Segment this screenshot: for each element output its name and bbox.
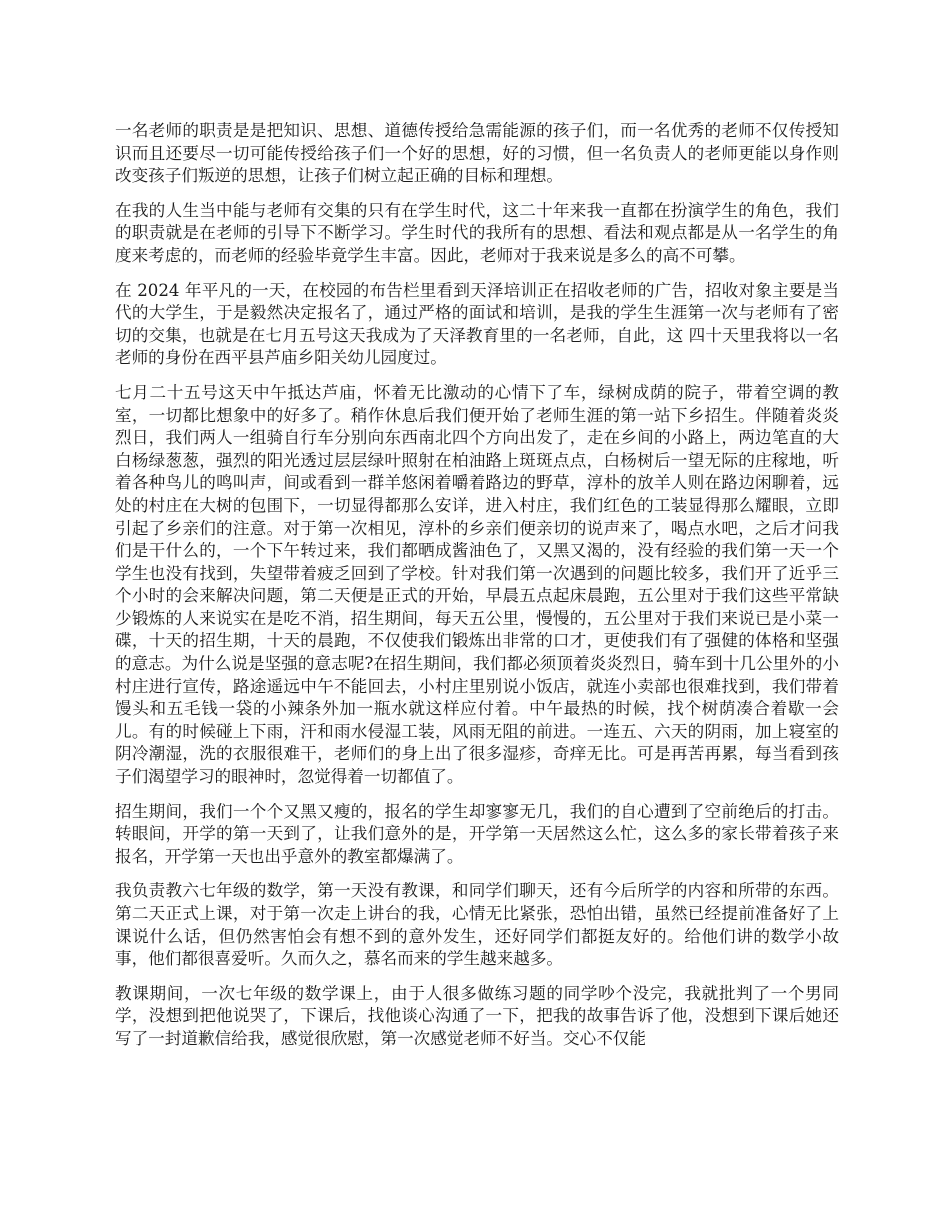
paragraph-1: 一名老师的职责是是把知识、思想、道德传授给急需能源的孩子们，而一名优秀的老师不仅传授知识而且还要尽一切可能传授给孩子们一个好的思想，好的习惯，但一名负责人的老师更能以身作则改变孩子们叛逆的思想，让孩子们树立起正确的目标和理想。	[115, 121, 839, 186]
document-body	[115, 120, 839, 1063]
paragraph-3: 在 2024 年平凡的一天，在校园的布告栏里看到天泽培训正在招收老师的广告，招收对象主要是当代的大学生，于是毅然决定报名了，通过严格的面试和培训，是我的学生生涯第一次与老师有了密切的交集，也就是在七月五号这天我成为了天泽教育里的一名老师，自此，这 四十天里我将以一名老师的身份在西平县芦庙乡阳关幼儿园度过。	[115, 280, 839, 368]
paragraph-4: 七月二十五号这天中午抵达芦庙，怀着无比激动的心情下了车，绿树成荫的院子，带着空调的教室，一切都比想象中的好多了。稍作休息后我们便开始了老师生涯的第一站下乡招生。伴随着炎炎烈日，我们两人一组骑自行车分别向东西南北四个方向出发了，走在乡间的小路上，两边笔直的大白杨绿葱葱，强烈的阳光透过层层绿叶照射在柏油路上斑斑点点，白杨树后一望无际的庄稼地，听着各种鸟儿的鸣叫声，间或看到一群羊悠闲着嚼着路边的野草，淳朴的放羊人则在路边闲聊着，远处的村庄在大树的包围下，一切显得都那么安详，进入村庄，我们红色的工装显得那么耀眼，立即引起了乡亲们的注意。对于第一次相见，淳朴的乡亲们便亲切的说声来了，喝点水吧，之后才问我们是干什么的，一个下午转过来，我们都晒成酱油色了，又黑又渴的，没有经验的我们第一天一个学生也没有找到，失望带着疲乏回到了学校。针对我们第一次遇到的问题比较多，我们开了近乎三个小时的会来解决问题，第二天便是正式的开始，早晨五点起床晨跑，五公里对于我们这些平常缺少锻炼的人来说实在是吃不消，招生期间，每天五公里，慢慢的，五公里对于我们来说已是小菜一碟，十天的招生期，十天的晨跑，不仅使我们锻炼出非常的口才，更使我们有了强健的体格和坚强的意志。为什么说是坚强的意志呢?在招生期间，我们都必须顶着炎炎烈日，骑车到十几公里外的小村庄进行宣传，路途遥远中午不能回去，小村庄里别说小饭店，就连小卖部也很难找到，我们带着馒头和五毛钱一袋的小辣条外加一瓶水就这样应付着。中午最热的时候，找个树荫凑合着歇一会儿。有的时候碰上下雨，汗和雨水侵湿工装，风雨无阻的前进。一连五、六天的阴雨，加上寝室的阴冷潮湿，洗的衣服很难干，老师们的身上出了很多湿疹，奇痒无比。可是再苦再累，每当看到孩子们渴望学习的眼神时，忽觉得着一切都值了。	[115, 382, 839, 787]
paragraph-7: 教课期间，一次七年级的数学课上，由于人很多做练习题的同学吵个没完，我就批判了一个男同学，没想到把他说哭了，下课后，找他谈心沟通了一下，把我的故事告诉了他，没想到下课后她还写了一封道歉信给我，感觉很欣慰，第一次感觉老师不好当。交心不仅能	[115, 983, 839, 1048]
paragraph-5: 招生期间，我们一个个又黑又瘦的，报名的学生却寥寥无几，我们的自心遭到了空前绝后的打击。转眼间，开学的第一天到了，让我们意外的是，开学第一天居然这么忙，这么多的家长带着孩子来报名，开学第一天也出乎意外的教室都爆满了。	[115, 801, 839, 866]
paragraph-2: 在我的人生当中能与老师有交集的只有在学生时代，这二十年来我一直都在扮演学生的角色，我们的职责就是在老师的引导下不断学习。学生时代的我所有的思想、看法和观点都是从一名学生的角度来考虑的，而老师的经验毕竟学生丰富。因此，老师对于我来说是多么的高不可攀。	[115, 200, 839, 265]
paragraph-6: 我负责教六七年级的数学，第一天没有教课，和同学们聊天，还有今后所学的内容和所带的东西。第二天正式上课，对于第一次走上讲台的我，心情无比紧张，恐怕出错，虽然已经提前准备好了上课说什么话，但仍然害怕会有想不到的意外发生，还好同学们都挺友好的。给他们讲的数学小故事，他们都很喜爱听。久而久之，慕名而来的学生越来越多。	[115, 881, 839, 969]
